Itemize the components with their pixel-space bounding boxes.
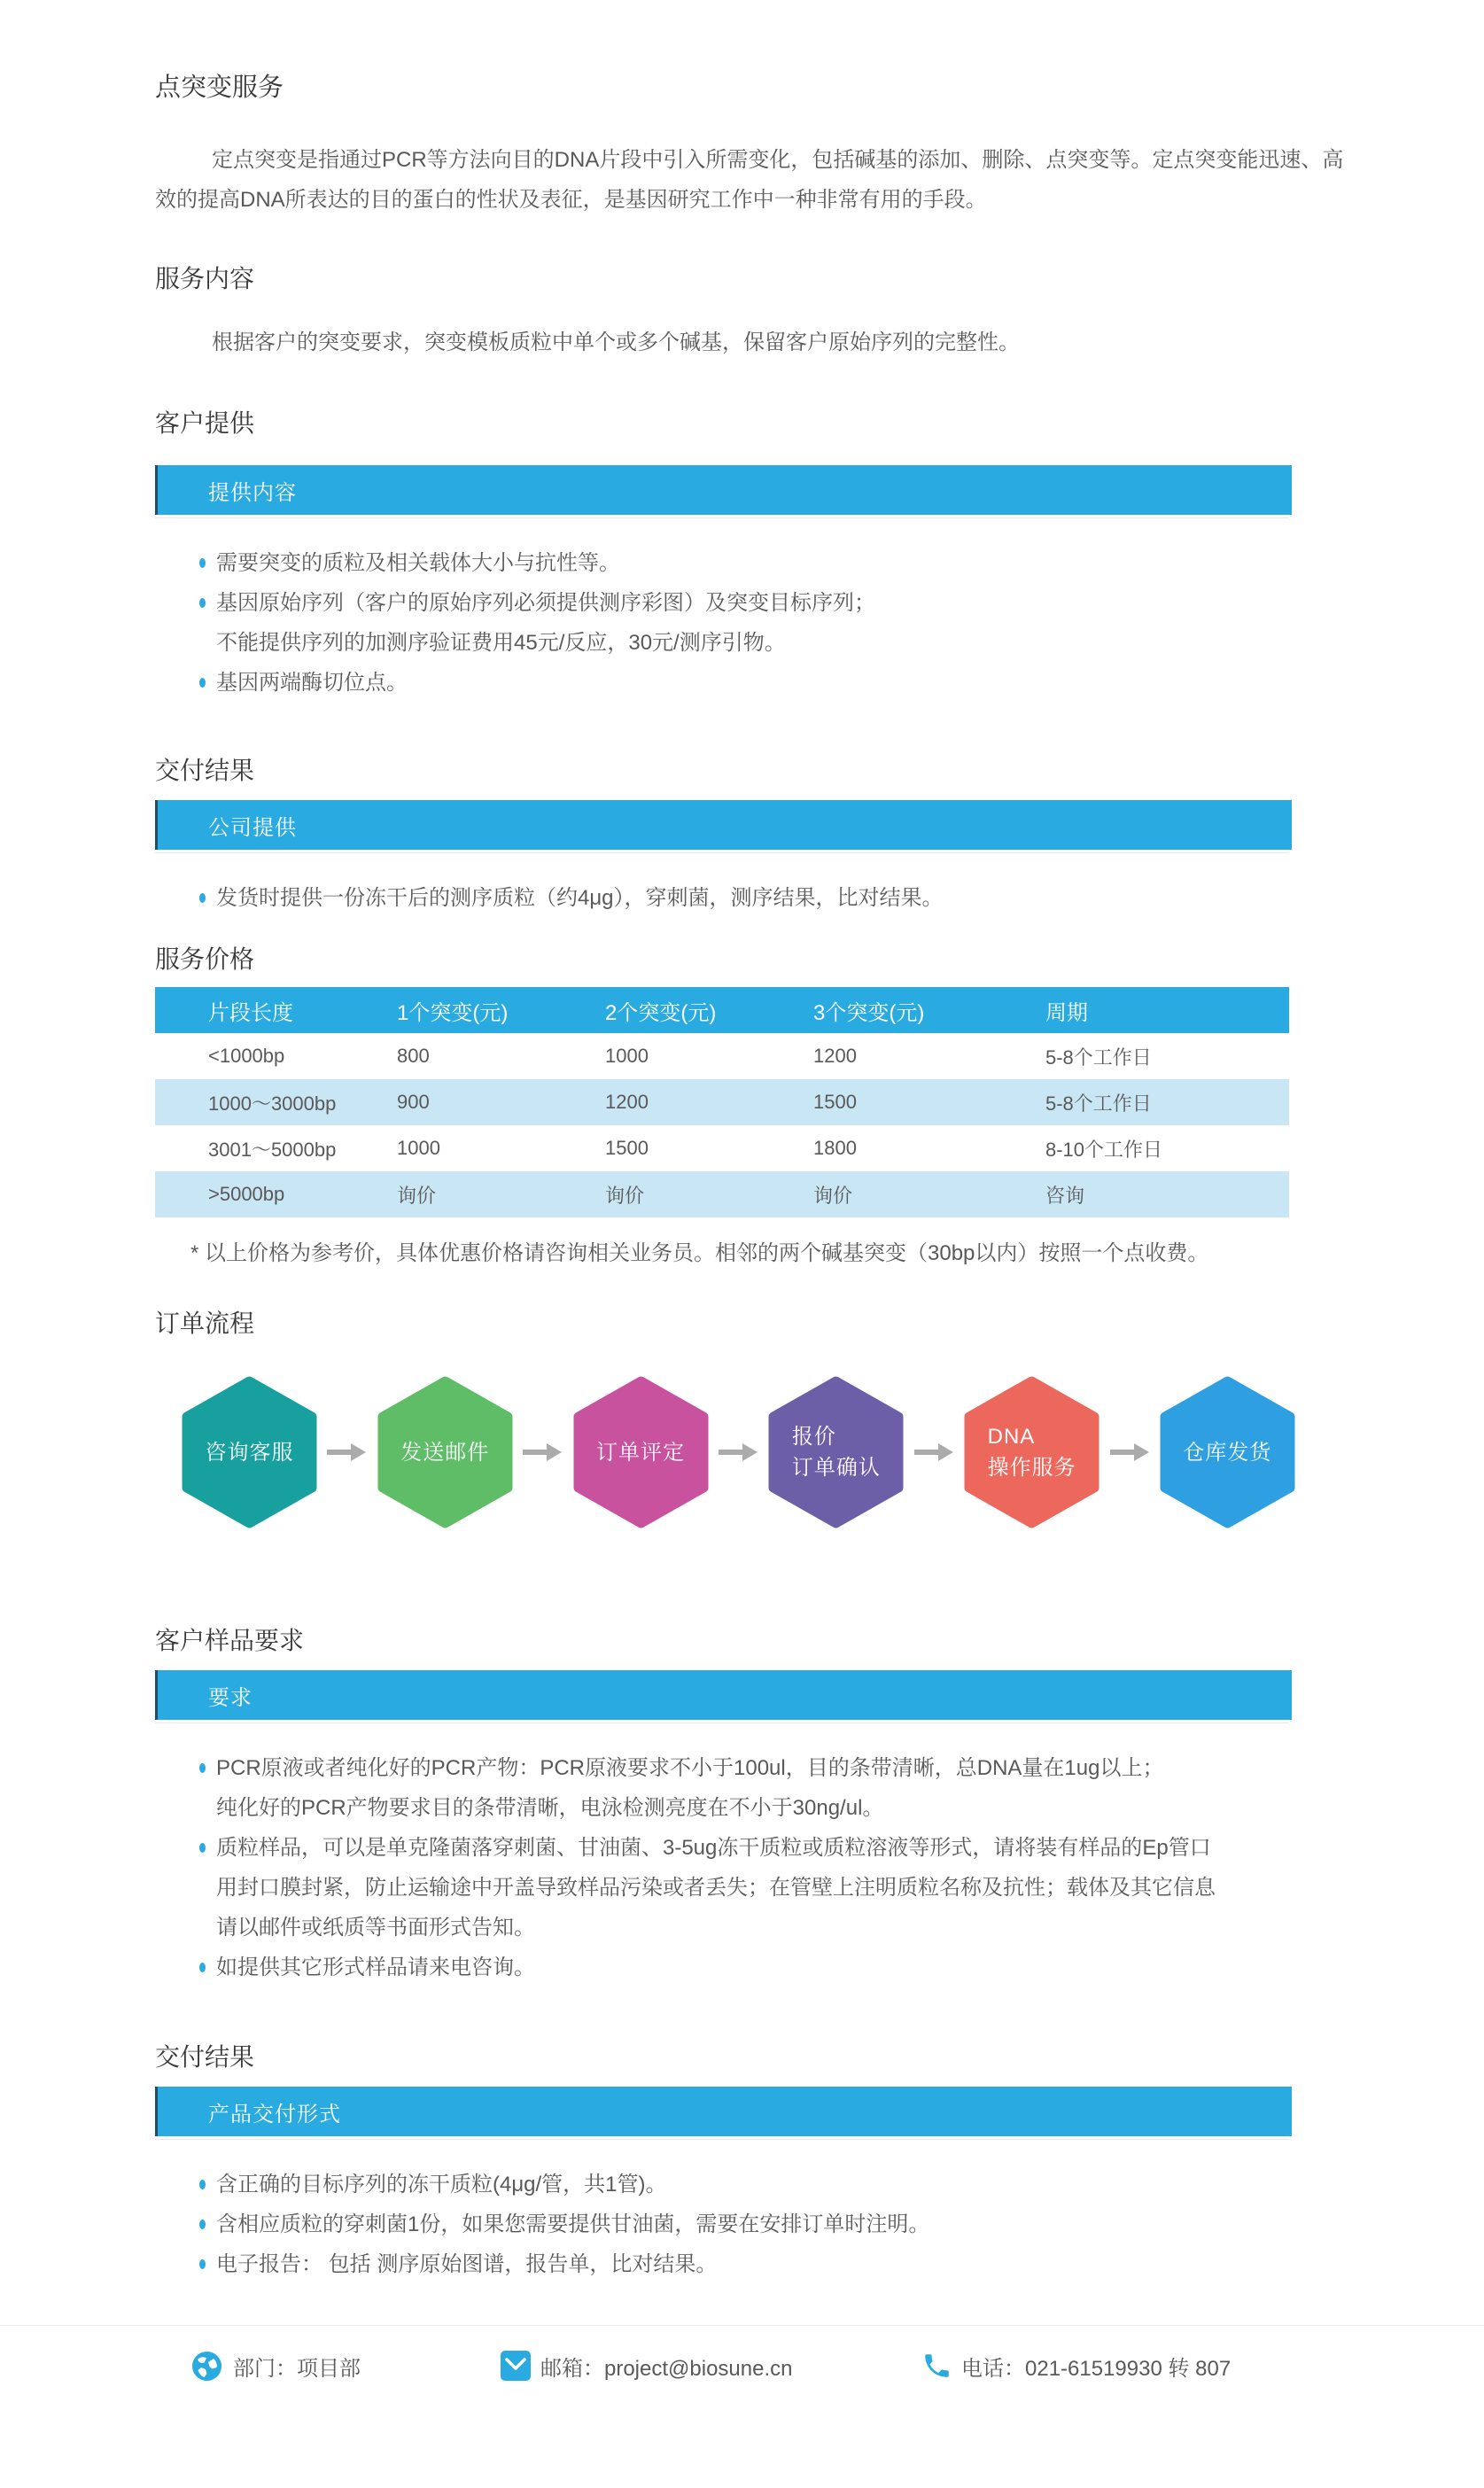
footer-item-phone bbox=[921, 2351, 1231, 2382]
list-item bbox=[155, 2204, 1307, 2244]
list-item bbox=[155, 1748, 1307, 1828]
list-item bbox=[155, 543, 1307, 583]
bullet-list-delivery bbox=[155, 878, 1307, 918]
step-label: 发送邮件 bbox=[400, 1440, 490, 1465]
flow-step-order-review bbox=[573, 1376, 709, 1528]
banner-title: 要求 bbox=[208, 1685, 253, 1710]
footer-label: 邮箱：project@biosune.cn bbox=[540, 2356, 793, 2381]
table-header-cell: 3个突变(元) bbox=[813, 1000, 925, 1025]
bullet-icon bbox=[199, 1963, 206, 1972]
bullet-icon bbox=[199, 558, 206, 568]
table-cell: 1500 bbox=[813, 1091, 857, 1113]
section-heading-pricing: 服务价格 bbox=[155, 945, 255, 973]
bullet-icon bbox=[199, 2220, 206, 2229]
bullet-text: 含正确的目标序列的冻干质粒(4μg/管，共1管)。 bbox=[216, 2173, 667, 2196]
bullet-text: 如提供其它形式样品请来电咨询。 bbox=[216, 1955, 535, 1979]
banner-product-delivery bbox=[155, 2087, 1292, 2136]
list-item bbox=[155, 1948, 1307, 1987]
bullet-icon bbox=[199, 2259, 206, 2269]
section-heading-delivery-2: 交付结果 bbox=[155, 2043, 255, 2071]
price-note: * 以上价格为参考价，具体优惠价格请咨询相关业务员。相邻的两个碱基突变（30bp以内）按照一个点收费。 bbox=[190, 1241, 1209, 1265]
section-heading-service-content: 服务内容 bbox=[155, 265, 255, 292]
bullet-list-sample-requirements bbox=[155, 1748, 1307, 1987]
list-item bbox=[155, 663, 1307, 703]
divider bbox=[155, 852, 1289, 853]
flow-arrow-icon bbox=[327, 1442, 367, 1463]
bullet-list-customer-provide bbox=[155, 543, 1307, 703]
pricing-table bbox=[155, 987, 1289, 1217]
table-cell: 询价 bbox=[605, 1184, 645, 1207]
mail-icon bbox=[501, 2351, 531, 2381]
globe-icon bbox=[190, 2350, 223, 2383]
flow-step-send-mail bbox=[377, 1376, 513, 1528]
list-item bbox=[155, 2244, 1307, 2284]
table-cell: 3001～5000bp bbox=[208, 1138, 337, 1161]
bullet-text: 发货时提供一份冻干后的测序质粒（约4μg），穿刺菌，测序结果，比对结果。 bbox=[216, 886, 944, 910]
footer-divider bbox=[0, 2325, 1484, 2326]
section-heading-order-flow: 订单流程 bbox=[155, 1310, 255, 1337]
flow-step-warehouse-ship bbox=[1160, 1376, 1295, 1528]
table-header-cell: 1个突变(元) bbox=[397, 1000, 509, 1025]
flow-arrow-icon bbox=[1110, 1442, 1150, 1463]
list-item bbox=[155, 2165, 1307, 2204]
step-label: 报价 bbox=[791, 1425, 836, 1449]
table-cell: 8-10个工作日 bbox=[1045, 1138, 1163, 1161]
table-cell: 询价 bbox=[813, 1184, 853, 1207]
footer-item-department bbox=[190, 2350, 501, 2383]
bullet-icon bbox=[199, 598, 206, 608]
flow-arrow-icon bbox=[523, 1442, 563, 1463]
table-cell: <1000bp bbox=[208, 1045, 285, 1067]
flow-step-dna-operation bbox=[964, 1376, 1099, 1528]
step-label: 操作服务 bbox=[987, 1456, 1076, 1480]
step-label: 订单评定 bbox=[596, 1440, 686, 1465]
table-cell: >5000bp bbox=[208, 1183, 285, 1205]
banner-requirements bbox=[155, 1670, 1292, 1720]
table-cell: 1000 bbox=[397, 1137, 440, 1159]
table-cell: 1200 bbox=[605, 1091, 649, 1113]
footer-label: 电话：021-61519930 转 807 bbox=[961, 2356, 1231, 2381]
banner-title: 提供内容 bbox=[208, 480, 297, 505]
divider bbox=[155, 2139, 1289, 2140]
bullet-text: 纯化好的PCR产物要求目的条带清晰，电泳检测亮度在不小于30ng/ul。 bbox=[216, 1796, 884, 1820]
table-cell: 1000 bbox=[605, 1045, 649, 1067]
order-flow bbox=[182, 1376, 1295, 1528]
table-row bbox=[155, 1125, 1289, 1171]
bullet-icon bbox=[199, 678, 206, 688]
bullet-list-delivery-2 bbox=[155, 2165, 1307, 2284]
table-cell: 900 bbox=[397, 1091, 430, 1113]
footer bbox=[190, 2346, 1231, 2385]
bullet-text: 请以邮件或纸质等书面形式告知。 bbox=[216, 1916, 535, 1940]
page-title: 点突变服务 bbox=[155, 74, 284, 102]
section-heading-sample-requirements: 客户样品要求 bbox=[155, 1627, 305, 1654]
table-cell: 咨询 bbox=[1045, 1184, 1085, 1207]
table-cell: 1800 bbox=[813, 1137, 857, 1159]
bullet-text: 基因两端酶切位点。 bbox=[216, 671, 408, 695]
banner-title: 产品交付形式 bbox=[208, 2102, 341, 2126]
table-cell: 5-8个工作日 bbox=[1045, 1092, 1152, 1115]
bullet-text: 含相应质粒的穿刺菌1份，如果您需要提供甘油菌，需要在安排订单时注明。 bbox=[216, 2212, 930, 2236]
table-cell: 800 bbox=[397, 1045, 430, 1067]
service-content-text: 根据客户的突变要求，突变模板质粒中单个或多个碱基，保留客户原始序列的完整性。 bbox=[212, 330, 1020, 354]
table-header-row bbox=[155, 987, 1289, 1033]
bullet-icon bbox=[199, 2180, 206, 2189]
section-heading-customer-provide: 客户提供 bbox=[155, 409, 255, 437]
step-label: 订单确认 bbox=[791, 1456, 881, 1480]
bullet-icon bbox=[199, 1843, 206, 1853]
bullet-text: 质粒样品，可以是单克隆菌落穿刺菌、甘油菌、3-5ug冻干质粒或质粒溶液等形式，请将装有样品的Ep管口 bbox=[216, 1836, 1211, 1860]
table-header-cell: 片段长度 bbox=[208, 1000, 293, 1025]
bullet-text: PCR原液或者纯化好的PCR产物：PCR原液要求不小于100ul，目的条带清晰，总DNA量在1ug以上； bbox=[216, 1756, 1164, 1780]
section-heading-delivery: 交付结果 bbox=[155, 757, 255, 784]
table-header-cell: 2个突变(元) bbox=[605, 1000, 717, 1025]
table-row bbox=[155, 1171, 1289, 1217]
flow-step-consult bbox=[182, 1376, 317, 1528]
table-cell: 5-8个工作日 bbox=[1045, 1046, 1152, 1069]
bullet-icon bbox=[199, 1763, 206, 1773]
bullet-text: 基因原始序列（客户的原始序列必须提供测序彩图）及突变目标序列； bbox=[216, 591, 875, 615]
bullet-text: 需要突变的质粒及相关载体大小与抗性等。 bbox=[216, 551, 620, 575]
footer-label: 部门：项目部 bbox=[233, 2356, 361, 2381]
table-row bbox=[155, 1079, 1289, 1125]
banner-company-provide bbox=[155, 800, 1292, 850]
table-header-cell: 周期 bbox=[1045, 1000, 1088, 1025]
flow-arrow-icon bbox=[914, 1442, 954, 1463]
divider bbox=[155, 517, 1289, 518]
bullet-icon bbox=[199, 893, 206, 903]
banner-provide-content bbox=[155, 465, 1292, 515]
intro-paragraph: 定点突变是指通过PCR等方法向目的DNA片段中引入所需变化，包括碱基的添加、删除、点突变等。定点突变能迅速、高效的提高DNA所表达的目的蛋白的性状及表征，是基因研究工作中一种非常有用的手段。 bbox=[155, 148, 1344, 212]
flow-arrow-icon bbox=[719, 1442, 758, 1463]
list-item bbox=[155, 583, 1307, 663]
step-label: DNA bbox=[987, 1425, 1036, 1449]
list-item bbox=[155, 878, 1307, 918]
banner-title: 公司提供 bbox=[208, 815, 297, 840]
table-cell: 1200 bbox=[813, 1045, 857, 1067]
table-cell: 1000～3000bp bbox=[208, 1092, 337, 1115]
step-label: 仓库发货 bbox=[1183, 1440, 1272, 1465]
bullet-text: 电子报告： 包括 测序原始图谱，报告单，比对结果。 bbox=[216, 2252, 718, 2276]
table-cell: 询价 bbox=[397, 1184, 437, 1207]
divider bbox=[155, 1722, 1289, 1723]
table-row bbox=[155, 1033, 1289, 1079]
step-label: 咨询客服 bbox=[205, 1440, 294, 1465]
bullet-text: 用封口膜封紧，防止运输途中开盖导致样品污染或者丢失；在管壁上注明质粒名称及抗性；载体及其它信息 bbox=[216, 1876, 1216, 1900]
footer-item-email bbox=[501, 2351, 921, 2382]
table-cell: 1500 bbox=[605, 1137, 649, 1159]
bullet-text: 不能提供序列的加测序验证费用45元/反应，30元/测序引物。 bbox=[216, 631, 786, 655]
phone-icon bbox=[921, 2351, 952, 2381]
list-item bbox=[155, 1828, 1307, 1948]
flow-step-quote-confirm bbox=[768, 1376, 904, 1528]
